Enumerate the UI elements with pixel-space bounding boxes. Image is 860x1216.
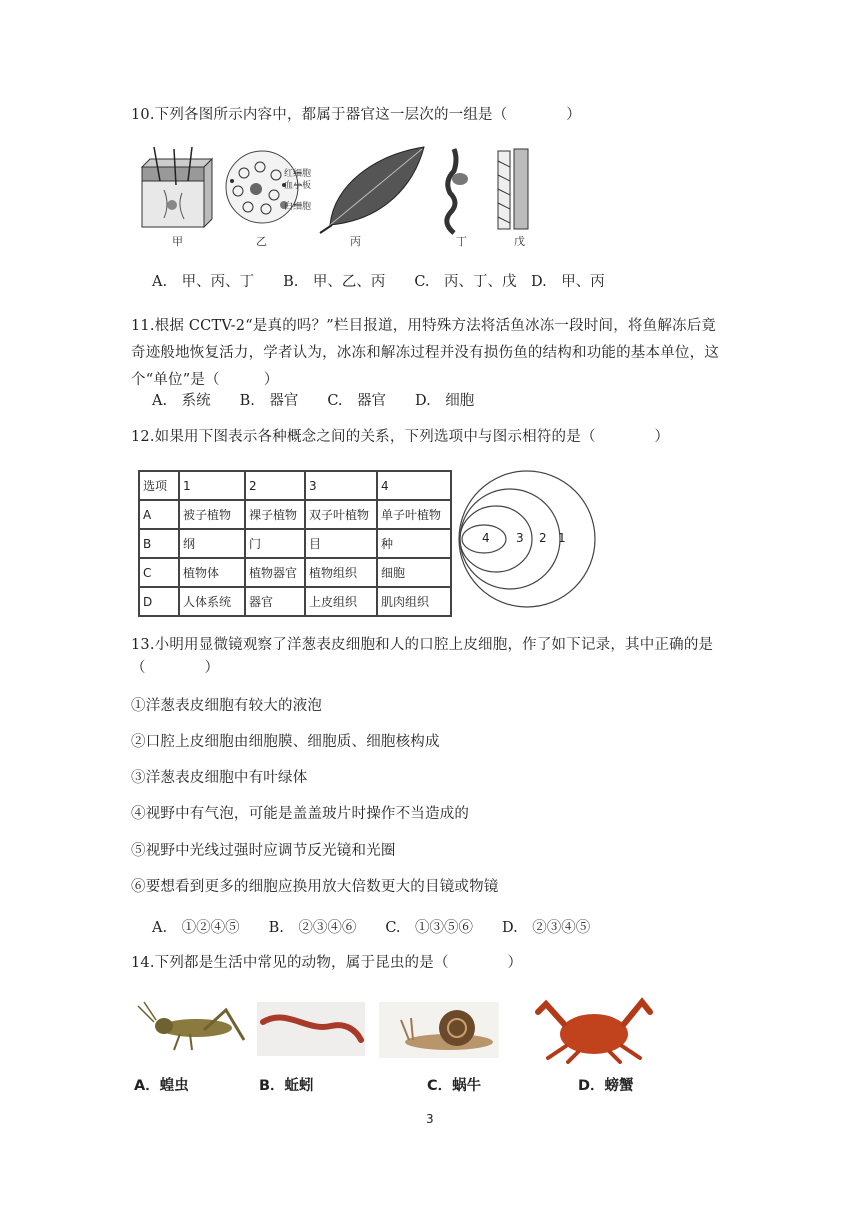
circle-label-4: 4 xyxy=(482,531,490,545)
table-cell: 双子叶植物 xyxy=(305,500,377,529)
crab-image xyxy=(534,994,656,1064)
locust-image xyxy=(134,996,254,1056)
table-cell: 植物体 xyxy=(179,558,245,587)
figure-label-jia: 甲 xyxy=(172,235,183,248)
figure-label-ding: 丁 xyxy=(456,235,467,248)
question-11-options: A. 系统 B. 器官 C. 器官 D. 细胞 xyxy=(152,393,475,409)
table-cell: D xyxy=(139,587,179,616)
table-cell: 2 xyxy=(245,471,305,500)
skin-figure xyxy=(142,147,212,227)
figure-label-wu: 戊 xyxy=(514,235,525,248)
blood-label-platelet: 血小板 xyxy=(284,181,312,191)
animal-label-a: A．蝗虫 xyxy=(134,1078,189,1094)
blood-label-red: 红细胞 xyxy=(284,169,312,179)
table-cell: 单子叶植物 xyxy=(377,500,451,529)
animal-label-b: B．蚯蚓 xyxy=(259,1078,314,1094)
question-13-item-6: ⑥要想看到更多的细胞应换用放大倍数更大的目镜或物镜 xyxy=(131,879,499,895)
table-cell: 1 xyxy=(179,471,245,500)
page-number: 3 xyxy=(426,1112,434,1126)
question-13-item-4: ④视野中有气泡，可能是盖盖玻片时操作不当造成的 xyxy=(131,806,470,822)
table-cell: 4 xyxy=(377,471,451,500)
question-10-text: 10.下列各图所示内容中，都属于器官这一层次的一组是（ ） xyxy=(131,107,581,123)
blood-label-white: 白细胞 xyxy=(284,202,312,212)
nested-circles-diagram xyxy=(456,468,598,610)
question-13-item-5: ⑤视野中光线过强时应调节反光镜和光圈 xyxy=(131,843,396,859)
circle-label-1: 1 xyxy=(558,531,566,545)
earthworm-image xyxy=(257,1002,365,1056)
question-13-line-1: 13.小明用显微镜观察了洋葱表皮细胞和人的口腔上皮细胞，作了如下记录，其中正确的是 xyxy=(131,637,714,653)
leaf-figure xyxy=(320,147,424,233)
figure-label-yi: 乙 xyxy=(256,235,267,248)
circle-label-3: 3 xyxy=(516,531,524,545)
concept-table xyxy=(138,470,452,617)
table-cell: 种 xyxy=(377,529,451,558)
question-11-line-2: 奇迹般地恢复活力，学者认为，冰冻和解冻过程并没有损伤鱼的结构和功能的基本单位，这 xyxy=(131,345,719,361)
table-row xyxy=(139,500,451,529)
table-cell: 肌肉组织 xyxy=(377,587,451,616)
table-cell: 人体系统 xyxy=(179,587,245,616)
question-13-item-1: ①洋葱表皮细胞有较大的液泡 xyxy=(131,698,323,714)
table-cell: 纲 xyxy=(179,529,245,558)
question-11-line-1: 11.根据 CCTV-2“是真的吗？”栏目报道，用特殊方法将活鱼冰冻一段时间，将鱼解冻后竟 xyxy=(131,318,717,334)
question-13-options: A. ①②④⑤ B. ②③④⑥ C. ①③⑤⑥ D. ②③④⑤ xyxy=(152,920,591,936)
table-cell: 裸子植物 xyxy=(245,500,305,529)
table-cell: 3 xyxy=(305,471,377,500)
table-cell: 目 xyxy=(305,529,377,558)
table-cell: 植物组织 xyxy=(305,558,377,587)
question-13-item-2: ②口腔上皮细胞由细胞膜、细胞质、细胞核构成 xyxy=(131,734,440,750)
table-cell: 门 xyxy=(245,529,305,558)
vessel-figure xyxy=(498,149,528,229)
circle-label-2: 2 xyxy=(539,531,547,545)
table-row xyxy=(139,529,451,558)
table-cell: 细胞 xyxy=(377,558,451,587)
table-cell: A xyxy=(139,500,179,529)
digestive-figure xyxy=(447,149,468,233)
table-cell: 选项 xyxy=(139,471,179,500)
question-13-item-3: ③洋葱表皮细胞中有叶绿体 xyxy=(131,770,308,786)
table-cell: 上皮组织 xyxy=(305,587,377,616)
q10-figures xyxy=(134,145,534,250)
table-cell: 器官 xyxy=(245,587,305,616)
table-row xyxy=(139,471,451,500)
question-10-options: A. 甲、丙、丁 B. 甲、乙、丙 C. 丙、丁、戊 D. 甲、丙 xyxy=(152,274,605,290)
table-cell: 植物器官 xyxy=(245,558,305,587)
question-14-text: 14.下列都是生活中常见的动物，属于昆虫的是（ ） xyxy=(131,955,523,971)
question-11-line-3: 个“单位”是（ ） xyxy=(131,372,279,388)
table-row xyxy=(139,558,451,587)
table-row xyxy=(139,587,451,616)
question-13-line-2: （ ） xyxy=(131,660,220,676)
animal-label-c: C．蜗牛 xyxy=(427,1078,482,1094)
animal-label-d: D．螃蟹 xyxy=(578,1078,634,1094)
snail-image xyxy=(379,1002,499,1058)
figure-label-bing: 丙 xyxy=(350,235,361,248)
table-cell: B xyxy=(139,529,179,558)
table-cell: C xyxy=(139,558,179,587)
question-12-text: 12.如果用下图表示各种概念之间的关系，下列选项中与图示相符的是（ ） xyxy=(131,429,670,445)
table-cell: 被子植物 xyxy=(179,500,245,529)
